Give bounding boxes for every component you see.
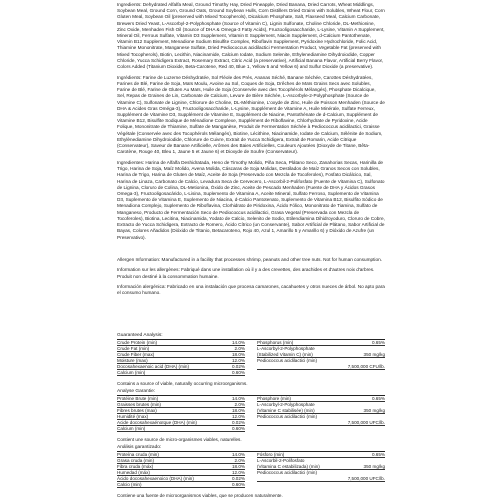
analysis-value: 18.0% — [231, 408, 245, 413]
analysis-label: Fósforo (min) — [257, 452, 285, 457]
analysis-value: 0.60% — [231, 482, 245, 487]
analysis-label: Fibres brutes (max) — [117, 408, 157, 413]
analysis-title: Guaranteed Analysis: — [117, 333, 163, 338]
analysis-value: 350 mg/kg — [363, 352, 385, 357]
analysis-note: Contiene una fuente de microorganismos viables, que se producen naturalmente. — [117, 493, 283, 498]
analysis-label: Phosphore (min) — [257, 396, 291, 401]
allergen-spanish: Información alergénica: Fabricado en una instalación que procesa camarones, cacahuetes y otros nueces de árbol. No apto para el consumo humano. — [117, 283, 385, 296]
analysis-value: 14.0% — [231, 340, 245, 345]
analysis-label: L-Ascorbyl-2-Polyphosphate — [257, 402, 315, 407]
analysis-label: Humedad (máx) — [117, 470, 150, 475]
analysis-title: Analyse Garantie: — [117, 389, 156, 394]
analysis-label: Ácido docosahexaenoico (DHA) (min) — [117, 476, 194, 481]
analysis-row — [117, 370, 245, 376]
analysis-label: Pediococcus acidilactici (min) — [257, 358, 317, 363]
analysis-label: Pediococcus acidilactici (min) — [257, 470, 317, 475]
analysis-note: Contains a source of viable, naturally occurring microorganisms. — [117, 381, 248, 386]
analysis-value: 7,500,000 UFC/lb. — [347, 420, 385, 425]
analysis-value: 2.0% — [234, 346, 245, 351]
analysis-value: 0.65% — [371, 452, 385, 457]
ingredients-spanish: Ingredientes: Harina de Alfalfa Deshidratada, Heno de Timothy Molido, Piña Seca, Plátano Seco, Zanahorias Secas, Harinilla de Trigo, Harina de Soja, Maíz Molido, Avena Molida, Cáscaras de Soja Molidas, Destilados de Maíz Granos Secos con Solubles, Harina de Trigo, Harina de Gluten de Maíz, Aceite de Soja (Preservado con Mezcla de Tocoferoles), Fosfato Dicálcico, Sal, Harina de Linaza, Carbonato de Calcio, Levadura Seca de Cervecero, L-Ascorbil-2-Polifosfato (Fuente de Vitamina C), Sulfonato de Lignina, Cloruro de Colina, DL-Metionina, Óxido de Zinc, Aceite de Pescado Menhaden (Fuente de DHA y Ácidos Grasos Omega-3), Fructooligosacárido, L-Lisina, Suplemento de Vitamina A, Aceite Mineral, Sulfato Ferroso, Suplemento de Vitamina D3, Suplemento de Vitamina E, Suplemento de Niacina, d-Calcio Pantotenato, Suplemento de Vitamina B12, Bisulfito Sódico de Menadiona Complejo, Suplemento de Riboflavina, Clorhidrato de Piridoxina, Ácido Fólico, Mononitrato de Tiamina, Sulfato de Manganeso, Producto de Fermentación Seco de Pediococcus acidilactici, Grasa Vegetal (Preservada con Mezcla de Tocoferoles), Biotina, Lecitina, Niacinamida, Yodato de Calcio, Selenito de Sodio, Etilendiamina Dihidroyoduro, Cloruro de Cobre, Extracto de Yucca Schidigera, Extracto de Romero, Ácido Cítrico (un Conservante), Sabor Artificial de Plátano, Sabor Artificial de Bayas, Colores Añadidos (Dióxido de Titanio, Betacaroteno, Rojo 40, Azul 1, Amarillo 5 y Amarillo 6) y Dióxido de Azufre (un Preservativo). — [117, 160, 385, 240]
analysis-value: 0.60% — [231, 426, 245, 431]
analysis-value: 14.0% — [231, 452, 245, 457]
analysis-value: 12.0% — [231, 470, 245, 475]
analysis-value: 0.02% — [231, 364, 245, 369]
analysis-title: Análisis garantizado: — [117, 445, 162, 450]
analysis-value: 7,500,000 UFC/lb. — [347, 476, 385, 481]
analysis-label: (Vitamina C estabilizada) (min) — [257, 464, 320, 469]
analysis-value: 350 mg/kg — [363, 464, 385, 469]
ingredients-english: Ingredients: Dehydrated Alfalfa Meal, Ground Timothy Hay, Dried Pineapple, Dried Banana, Dried Carrots, Wheat Middlings, Soybean Meal, Ground Corn, Ground Oats, Ground Soybean Hulls, Corn Distillers Dried Grains with Solubles, Wheat Flour, Corn Gluten Meal, Soybean Oil (preserved with Mixed Tocopherols), Dicalcium Phosphate, Salt, Flaxseed Meal, Calcium Carbonate, Brewers Dried Yeast, L-Ascorbyl-2-Polyphosphate (Source of Vitamin C), Lignin Sulfonate, Choline Chloride, DL-Methionine, Zinc Oxide, Menhaden Fish Oil (Source of DHA & Omega-3 Fatty Acids), Fructooligosaccharide, L-Lysine, Vitamin A Supplement, Mineral Oil, Ferrous Sulfate, Vitamin D3 Supplement, Vitamin E Supplement, Niacin Supplement, d-Calcium Pantothenate, Vitamin B12 Supplement, Menadione Sodium Bisulfite Complex, Riboflavin Supplement, Pyridoxine Hydrochloride, Folic Acid, Thiamine Mononitrate, Manganese Sulfate, Dried Pediococcus acidilactici Fermentation Product, Vegetable Fat (preserved with Mixed Tocopherols), Biotin, Lecithin, Niacinamide, Calcium Iodate, Sodium Selenite, Ethylenediamine Dihydroiodide, Copper Chloride, Yucca Schidigera Extract, Rosemary Extract, Citric Acid (a preservative), Artificial Banana Flavor, Artificial Berry Flavor, Colors Added (Titanium Dioxide, Beta-Carotene, Red 40, Blue 1, Yellow 5 and Yellow 6) and Sulfur Dioxide (a preservative). — [117, 2, 385, 70]
analysis-label: Fibra cruda (máx) — [117, 464, 154, 469]
analysis-french — [117, 389, 385, 443]
analysis-label: Humidité (max) — [117, 414, 149, 419]
analysis-label: Grasa cruda (min) — [117, 458, 155, 463]
analysis-value: 7,500,000 CFU/lb. — [347, 364, 385, 369]
analysis-label: Protéine Brute (min) — [117, 396, 159, 401]
analysis-value: 0.65% — [371, 396, 385, 401]
analysis-value: 350 mg/kg — [363, 408, 385, 413]
analysis-table — [117, 396, 385, 435]
analysis-label: Calcium (min) — [117, 370, 146, 375]
ingredients-french: Ingrédients: Farine de Luzerne Déshydratée, Sol Fléole des Prés, Ananas Séché, Banane Séchée, Carottes Déshydratées, Farines de Blé, Farine de Soja, Maïs Moulu, Avoine au Sol, Coques de Soja, Drêches de Maïs Grains Secs avec Solubles, Farine de Blé, Farine de Gluten Au Maïs, Huile de Soja (Conservée avec des Tocophérols Mélangés), Phosphate Dicalcique, Sel, Repas de Graines de Lin, Carbonate de Calcium, Levure de Bière Séchée, L-Ascorbyle-2-Polyphosphate (Source de Vitamine C), Sulfonate de Lignine, Chlorure de Choline, DL-Méthionine, L'oxyde de Zinc, Huile de Poisson Menhaden (Source de DHA & Acides Gras Oméga-3), Fructooligosaccharide, L-Lysine, Supplément de Vitamine A, Huile Minérale, Sulfate Ferreux, Supplément de Vitamine D3, Supplément de Vitamine E, Supplément de Niacine, Pantothénate de d-Calcium, Supplément de Vitamine B12, Bisulfite Sodique de Ménadione Complexe, Supplément de Riboflavine, Chlorhydrate de Pyridoxine, Acide Folique, Mononitrate de Thiamine, Sulfate de Manganèse, Produit de Fermentation Séchée à Pediococcus acidilactici, Graisse Végétale (Conservée avec des Tocophérols Mélangés), Biotine, Lécithine, Niacinamide, Iodate de Calcium, Sélénite de Sodium, Ethylènediamine Dihydroiodide, Chlorure de Cuivre, Extrait de Yucca Schidigera, Extrait de Romarin, Acide Citrique (Conservateur), Saveur de Banane Artificielle, Arômes des Baies Artificielles, Couleurs Ajoutées (Dioxyde de Titane, Bêta-Carotène, Rouge 40, Bleu 1, Jaune 5 et Jaune 6) et Dioxyde de Soufre (Conservateur). — [117, 74, 385, 155]
analysis-value: 18.0% — [231, 464, 245, 469]
analysis-table — [117, 340, 385, 379]
analysis-label: Docosahexaenoic acid (DHA) (min) — [117, 364, 189, 369]
allergen-english: Allergen Information: Manufactured in a facility that processes shrimp, peanuts and other tree nuts. Not for human consumption. — [117, 257, 382, 262]
analysis-table — [117, 452, 385, 491]
analysis-note: Contient une source de micro-organismes viables, naturelles. — [117, 437, 242, 442]
analysis-row — [257, 420, 385, 426]
analysis-label: Calcio (min) — [117, 482, 142, 487]
analysis-row — [257, 364, 385, 370]
analysis-label: Acide docosahexaénoïque (DHA) (min) — [117, 420, 197, 425]
analysis-label: Moisture (max) — [117, 358, 148, 363]
allergen-block — [117, 257, 385, 301]
analysis-value: 0.02% — [231, 420, 245, 425]
analysis-english — [117, 333, 385, 387]
ingredient-block — [117, 2, 385, 245]
analysis-label: Pediococcus acidilactici (min) — [257, 414, 317, 419]
analysis-row — [117, 426, 245, 432]
analysis-label: Crude Fiber (max) — [117, 352, 155, 357]
analysis-label: Phosphorus (min) — [257, 340, 294, 345]
analysis-value: 12.0% — [231, 358, 245, 363]
analysis-spanish — [117, 445, 385, 499]
analysis-value: 0.60% — [231, 370, 245, 375]
analysis-label: (Stabilized Vitamin C) (min) — [257, 352, 313, 357]
analysis-row — [257, 476, 385, 482]
analysis-label: Crude Fat (min) — [117, 346, 150, 351]
analysis-label: (Vitamine C stabilisée) (min) — [257, 408, 315, 413]
analysis-value: 12.0% — [231, 414, 245, 419]
analysis-label: Calcium (min) — [117, 426, 146, 431]
analysis-label: Graisses brutes (min) — [117, 402, 161, 407]
analysis-value: 0.65% — [371, 340, 385, 345]
analysis-value: 18.0% — [231, 352, 245, 357]
analysis-value: 2.0% — [234, 458, 245, 463]
analysis-label: Crude Protein (min) — [117, 340, 158, 345]
analysis-value: 2.0% — [234, 402, 245, 407]
allergen-french: Information sur les allergènes: Fabriqué dans une installation où il y a des crevettes, des arachides et d'autres noix d'arbres. Produit non destiné à la consommation humaine. — [117, 267, 375, 279]
analysis-label: L-Ascorbil-2-Polifosfato — [257, 458, 305, 463]
analysis-label: L-Ascorbyl-2-Polyphosphate — [257, 346, 315, 351]
analysis-value: 0.02% — [231, 476, 245, 481]
analysis-row — [117, 482, 245, 488]
analysis-value: 14.0% — [231, 396, 245, 401]
analysis-label: Proteína cruda (min) — [117, 452, 159, 457]
